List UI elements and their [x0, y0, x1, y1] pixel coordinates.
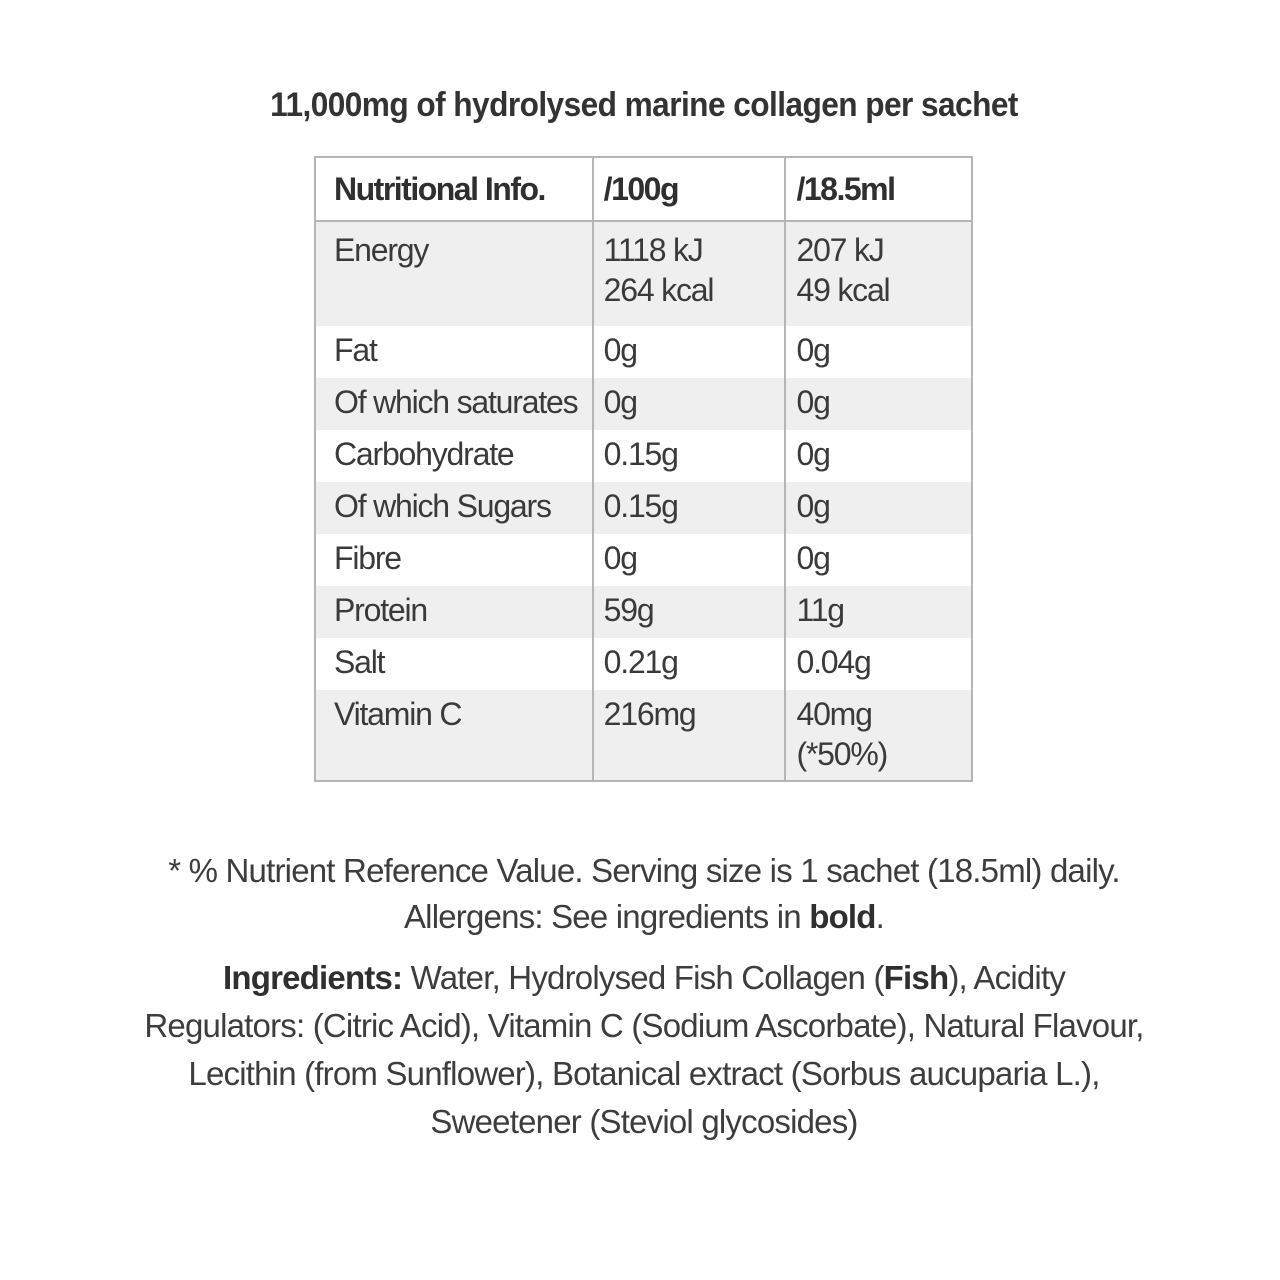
nutrient-name: Of which Sugars [315, 482, 593, 534]
energy-kj-per-serving: 207 kJ [796, 232, 884, 268]
ingredients-text-1: Water, Hydrolysed Fish Collagen ( [402, 959, 884, 996]
nrv-note: * % Nutrient Reference Value. Serving size is 1 sachet (18.5ml) daily. [168, 852, 1120, 889]
value-per-100g [593, 221, 786, 326]
table-row-fat [315, 326, 972, 378]
table-row-salt [315, 638, 972, 690]
value-per-100g: 0.21g [593, 638, 786, 690]
header-nutritional-info: Nutritional Info. [315, 157, 593, 221]
header-per-100g: /100g [593, 157, 786, 221]
value-per-100g: 0g [593, 378, 786, 430]
table-row-energy [315, 221, 972, 326]
nutrient-name: Vitamin C [315, 690, 593, 781]
energy-kj-per-100g: 1118 kJ [603, 232, 703, 268]
value-per-100g: 0.15g [593, 482, 786, 534]
table-row-saturates [315, 378, 972, 430]
ingredients-text-2: ), Acidity Regulators: (Citric Acid), Vitamin C (Sodium Ascorbate), Natural Flavour, Lecithin (from Sunflower), Botanical extract (Sorbus aucuparia L.), Sweetener (Steviol glycosides) [144, 959, 1144, 1140]
nutrient-name: Salt [315, 638, 593, 690]
ingredients-label: Ingredients: [222, 959, 403, 996]
value-per-100g: 0g [593, 326, 786, 378]
value-per-serving: 11g [785, 586, 972, 638]
value-per-100g: 0g [593, 534, 786, 586]
allergen-note-bold: bold [809, 898, 876, 935]
value-per-100g: 0.15g [593, 430, 786, 482]
table-row-protein [315, 586, 972, 638]
nutrition-table [314, 156, 973, 782]
value-per-serving: 0g [785, 534, 972, 586]
value-per-serving: 0.04g [785, 638, 972, 690]
value-per-serving: 0g [785, 378, 972, 430]
energy-kcal-per-serving: 49 kcal [796, 272, 890, 308]
nutrient-name: Protein [315, 586, 593, 638]
allergen-note-suffix: . [875, 898, 885, 935]
allergen-note-prefix: Allergens: See ingredients in [403, 898, 810, 935]
table-row-sugars [315, 482, 972, 534]
page-title: 11,000mg of hydrolysed marine collagen per sachet [270, 86, 1018, 124]
footnote [0, 848, 1280, 940]
allergen-note [0, 894, 1280, 940]
vitamin-c-amount: 40mg [796, 696, 872, 732]
value-per-serving: 0g [785, 482, 972, 534]
value-per-serving [785, 221, 972, 326]
nutrient-name: Carbohydrate [315, 430, 593, 482]
value-per-serving [785, 690, 972, 781]
nutrient-name: Energy [315, 221, 593, 326]
allergen-fish: Fish [883, 959, 949, 996]
energy-kcal-per-100g: 264 kcal [603, 272, 714, 308]
value-per-100g: 216mg [593, 690, 786, 781]
value-per-100g: 59g [593, 586, 786, 638]
nutrient-name: Fat [315, 326, 593, 378]
vitamin-c-nrv-percent: (*50%) [796, 736, 888, 772]
header-per-serving: /18.5ml [785, 157, 972, 221]
nutrient-name: Of which saturates [315, 378, 593, 430]
value-per-serving: 0g [785, 326, 972, 378]
nutrient-name: Fibre [315, 534, 593, 586]
table-row-vitamin-c [315, 690, 972, 781]
table-row-carbohydrate [315, 430, 972, 482]
table-header-row [315, 157, 972, 221]
table-row-fibre [315, 534, 972, 586]
ingredients-list [140, 954, 1148, 1146]
value-per-serving: 0g [785, 430, 972, 482]
